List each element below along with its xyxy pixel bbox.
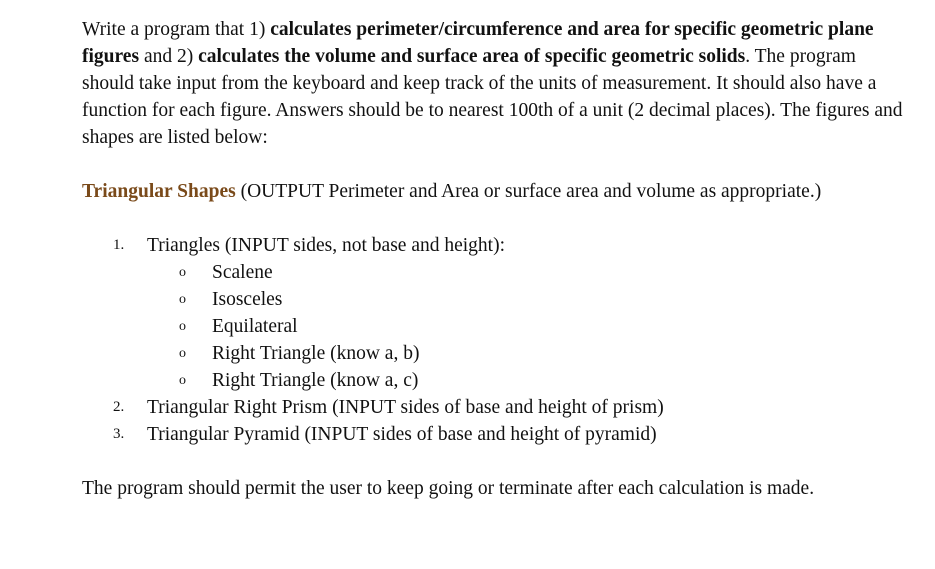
sub-list-item <box>82 313 912 340</box>
list-number: 1. <box>113 237 125 253</box>
sub-item-text: Right Triangle (know a, c) <box>212 370 419 391</box>
list-item <box>82 232 912 394</box>
closing-paragraph: The program should permit the user to keep going or terminate after each calculation is made. <box>82 478 815 499</box>
triangle-types-list <box>147 259 912 394</box>
section-description: (OUTPUT Perimeter and Area or surface area and volume as appropriate.) <box>235 181 822 202</box>
sub-list-item <box>82 259 912 286</box>
intro-text-3: . The program should take input from the keyboard and keep track of the units of measurement. It should also have a function for each figure. Answers should be to nearest 100th of a unit (2 decimal places). The figures and shapes are listed below: <box>82 46 903 148</box>
section-title: Triangular Shapes <box>82 181 236 202</box>
document-body <box>82 16 912 502</box>
intro-text-2: and 2) <box>139 46 199 67</box>
list-item-text: Triangles (INPUT sides, not base and height): <box>147 235 506 256</box>
list-item <box>82 394 912 421</box>
intro-paragraph <box>82 16 912 151</box>
circle-bullet-icon: o <box>179 319 186 334</box>
intro-bold-2: calculates the volume and surface area of specific geometric solids <box>198 46 746 67</box>
list-item-text: Triangular Right Prism (INPUT sides of base and height of prism) <box>147 397 664 418</box>
sub-list-item <box>82 286 912 313</box>
circle-bullet-icon: o <box>179 265 186 280</box>
shapes-list <box>82 232 912 448</box>
list-item-text: Triangular Pyramid (INPUT sides of base and height of pyramid) <box>147 424 657 445</box>
list-number: 3. <box>113 426 125 442</box>
circle-bullet-icon: o <box>179 346 186 361</box>
list-number: 2. <box>113 399 125 415</box>
sub-list-item <box>82 340 912 367</box>
intro-text-1: Write a program that 1) <box>82 19 271 40</box>
sub-item-text: Isosceles <box>212 289 283 310</box>
circle-bullet-icon: o <box>179 373 186 388</box>
sub-list-item <box>82 367 912 394</box>
section-heading <box>82 178 912 205</box>
sub-item-text: Scalene <box>212 262 273 283</box>
circle-bullet-icon: o <box>179 292 186 307</box>
intro-bold-1: calculates perimeter/circumference and area for specific geometric plane figures <box>82 19 874 67</box>
list-item <box>82 421 912 448</box>
sub-item-text: Right Triangle (know a, b) <box>212 343 420 364</box>
sub-item-text: Equilateral <box>212 316 298 337</box>
